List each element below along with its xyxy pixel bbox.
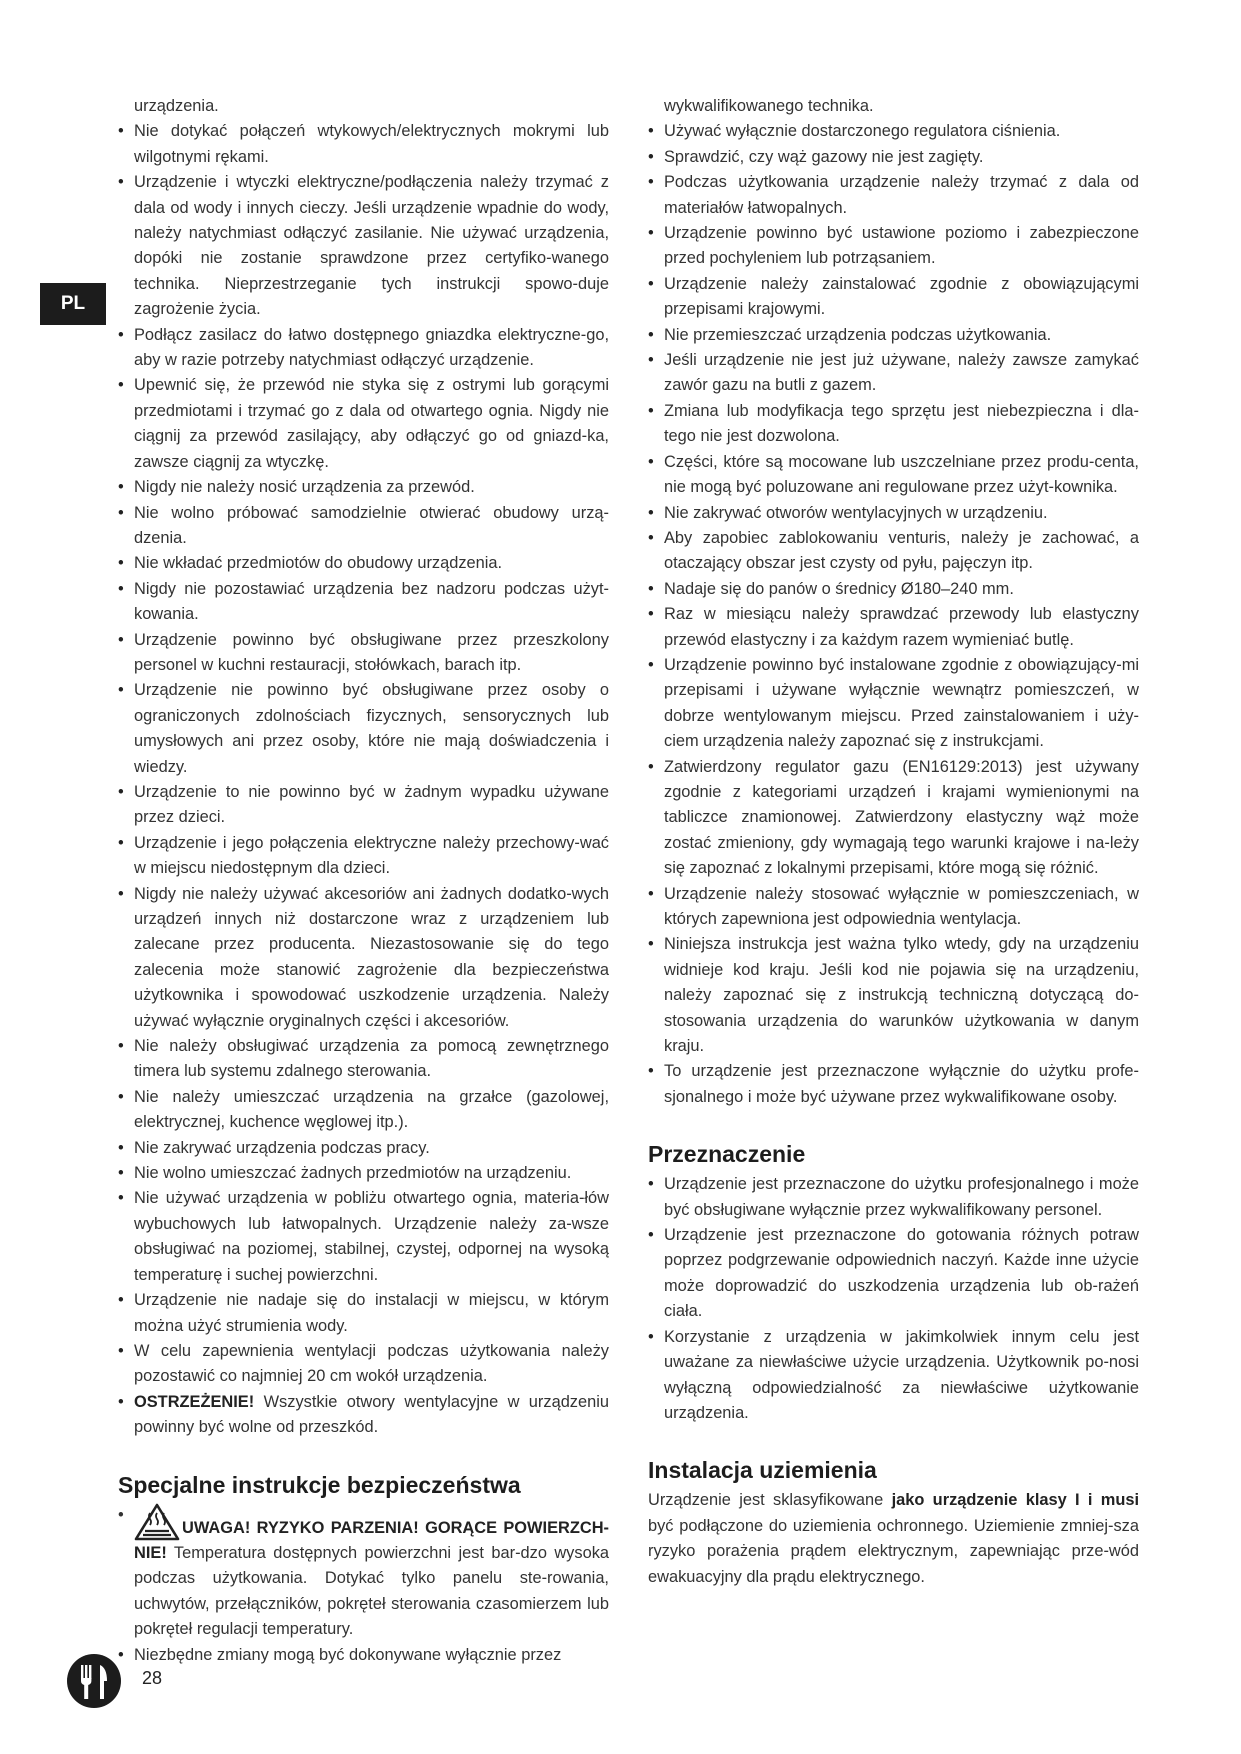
earthing-text-end: być podłączone do uziemienia ochronnego. Uziemienie zmniej-sza ryzyko porażenia prądem elektrycznym, zapewniając prze-wód ewakuacyjny dla prądu elektrycznego.: [648, 1516, 1139, 1586]
list-item: • Urządzenie to nie powinno być w żadnym wypadku używane przez dzieci.: [118, 780, 609, 831]
warning-label: OSTRZEŻENIE!: [134, 1392, 255, 1411]
list-item: • Nadaje się do panów o średnicy Ø180–240 mm.: [648, 577, 1139, 602]
list-item: • W celu zapewnienia wentylacji podczas użytkowania należy pozostawić co najmniej 20 cm wokół urządzenia.: [118, 1339, 609, 1390]
continued-text: wykwalifikowanego technika.: [664, 97, 874, 115]
continued-text: urządzenia.: [134, 97, 219, 115]
warning-item: [118, 1390, 609, 1441]
right-column: [648, 94, 1139, 1590]
list-item: • Urządzenie powinno być instalowane zgodnie z obowiązujący-mi przepisami i używane wyłącznie wewnątrz pomieszczeń, w dobrze wentylowanym miejscu. Przed zainstalowaniem i uży-ciem urządzenia należy zapoznać się z instrukcjami.: [648, 653, 1139, 755]
list-item: • Niezbędne zmiany mogą być dokonywane wyłącznie przez: [118, 1643, 609, 1668]
list-item: • Jeśli urządzenie nie jest już używane, należy zawsze zamykać zawór gazu na butli z gazem.: [648, 348, 1139, 399]
safety-list: [118, 119, 609, 1440]
list-item: • Nie przemieszczać urządzenia podczas użytkowania.: [648, 323, 1139, 348]
list-item: • Nie należy obsługiwać urządzenia za pomocą zewnętrznego timera lub systemu zdalnego sterowania.: [118, 1034, 609, 1085]
special-instructions-heading: Specjalne instrukcje bezpieczeństwa: [118, 1471, 521, 1498]
language-tab: PL: [40, 283, 106, 325]
list-item: • Urządzenie należy stosować wyłącznie w pomieszczeniach, w których zapewniona jest odpowiednia wentylacja.: [648, 882, 1139, 933]
hot-surface-title: UWAGA! RYZYKO PARZENIA! GORĄCE POWIERZCH-NIE!: [134, 1518, 609, 1562]
list-item: • Urządzenie nie powinno być obsługiwane przez osoby o ograniczonych zdolnościach fizycznych, sensorycznych lub umysłowych ani przez osoby, które nie mają doświadczenia i wiedzy.: [118, 678, 609, 780]
list-item: • Podłącz zasilacz do łatwo dostępnego gniazdka elektryczne-go, aby w razie potrzeby natychmiast odłączyć urządzenie.: [118, 323, 609, 374]
list-item: • Urządzenie powinno być obsługiwane przez przeszkolony personel w kuchni restauracji, stołówkach, barach itp.: [118, 628, 609, 679]
list-item: • To urządzenie jest przeznaczone wyłącznie do użytku profe-sjonalnego i może być używane przez wykwalifikowane osoby.: [648, 1059, 1139, 1110]
list-item: • Zmiana lub modyfikacja tego sprzętu jest niebezpieczna i dla-tego nie jest dozwolona.: [648, 399, 1139, 450]
list-item: • Urządzenie należy zainstalować zgodnie z obowiązującymi przepisami krajowymi.: [648, 272, 1139, 323]
hot-surface-warning: [118, 1503, 609, 1643]
list-item: • Raz w miesiącu należy sprawdzać przewody lub elastyczny przewód elastyczny i za każdym razem wymieniać butlę.: [648, 602, 1139, 653]
list-item: • Sprawdzić, czy wąż gazowy nie jest zagięty.: [648, 145, 1139, 170]
earthing-class-emphasis: jako urządzenie klasy I i musi: [891, 1491, 1140, 1510]
list-item: • Nie wolno próbować samodzielnie otwierać obudowy urzą-dzenia.: [118, 501, 609, 552]
left-column: [118, 94, 609, 1668]
safety-list-continued: [118, 1643, 609, 1668]
list-item: • Aby zapobiec zablokowaniu venturis, należy je zachować, a otaczający obszar jest czysty od pyłu, pajęczyn itp.: [648, 526, 1139, 577]
list-item: • Korzystanie z urządzenia w jakimkolwiek innym celu jest uważane za niewłaściwe użycie urządzenia. Użytkownik po-nosi wyłączną odpowiedzialność za niewłaściwe użytkowanie urządzenia.: [648, 1325, 1139, 1427]
list-item: • Nie wolno umieszczać żadnych przedmiotów na urządzeniu.: [118, 1161, 609, 1186]
list-item: • Nie zakrywać otworów wentylacyjnych w urządzeniu.: [648, 501, 1139, 526]
list-item: • Nigdy nie należy nosić urządzenia za przewód.: [118, 475, 609, 500]
purpose-list: [648, 1172, 1139, 1426]
list-item: • Używać wyłącznie dostarczonego regulatora ciśnienia.: [648, 119, 1139, 144]
list-item: • Nie dotykać połączeń wtykowych/elektrycznych mokrymi lub wilgotnymi rękami.: [118, 119, 609, 170]
list-item: • Zatwierdzony regulator gazu (EN16129:2013) jest używany zgodnie z kategoriami urządzeń i krajami wymienionymi na tabliczce znamionowej. Zatwierdzony elastyczny wąż może zostać zmieniony, gdy wymagają tego warunki krajowe i na-leży się zapoznać z lokalnymi przepisami, które mogą się różnić.: [648, 755, 1139, 882]
list-item: • Nie należy umieszczać urządzenia na grzałce (gazolowej, elektrycznej, kuchence węglowej itp.).: [118, 1085, 609, 1136]
list-item: • Urządzenie i wtyczki elektryczne/podłączenia należy trzymać z dala od wody i innych cieczy. Jeśli urządzenie wpadnie do wody, należy natychmiast odłączyć zasilanie. Nie używać urządzenia, dopóki nie zostanie sprawdzone przez certyfiko-wanego technika. Nieprzestrzeganie tych instrukcji spowo-duje zagrożenie życia.: [118, 170, 609, 322]
earthing-text-start: Urządzenie jest sklasyfikowane: [648, 1491, 892, 1510]
earthing-heading: Instalacja uziemienia: [648, 1457, 877, 1484]
list-item: • Nigdy nie należy używać akcesoriów ani żadnych dodatko-wych urządzeń innych niż dostarczone wraz z urządzeniem lub zalecane przez producenta. Niezastosowanie się do tego zalecenia może stanowić zagrożenie dla bezpieczeństwa użytkownika i spowodować uszkodzenie urządzenia. Należy używać wyłącznie oryginalnych części i akcesoriów.: [118, 882, 609, 1034]
list-item: • Urządzenie powinno być ustawione poziomo i zabezpieczone przed pochyleniem lub potrząsaniem.: [648, 221, 1139, 272]
list-item: • Nigdy nie pozostawiać urządzenia bez nadzoru podczas użyt-kowania.: [118, 577, 609, 628]
list-item: • Urządzenie jest przeznaczone do użytku profesjonalnego i może być obsługiwane wyłącznie przez wykwalifikowany personel.: [648, 1172, 1139, 1223]
gas-safety-list: [648, 119, 1139, 1110]
list-item: • Niniejsza instrukcja jest ważna tylko wtedy, gdy na urządzeniu widnieje kod kraju. Jeśli kod nie pojawia się na urządzeniu, należy zapoznać się z instrukcją techniczną dotyczącą do-stosowania urządzenia do warunków użytkowania w danym kraju.: [648, 932, 1139, 1059]
list-item: • Części, które są mocowane lub uszczelniane przez produ-centa, nie mogą być poluzowane ani regulowane przez użyt-kownika.: [648, 450, 1139, 501]
purpose-heading: Przeznaczenie: [648, 1141, 806, 1168]
warning-text: Wszystkie otwory wentylacyjne w urządzeniu powinny być wolne od przeszkód.: [134, 1392, 609, 1437]
list-item: • Upewnić się, że przewód nie styka się z ostrymi lub gorącymi przedmiotami i trzymać go z dala od otwartego ognia. Nigdy nie ciągnij za przewód zasilający, aby odłączyć go od gniazd-ka, zawsze ciągnij za wtyczkę.: [118, 373, 609, 475]
list-item: • Urządzenie jest przeznaczone do gotowania różnych potraw poprzez podgrzewanie odpowiednich naczyń. Każde inne użycie może doprowadzić do uszkodzenia urządzenia lub ob-rażeń ciała.: [648, 1223, 1139, 1325]
list-item: • Nie zakrywać urządzenia podczas pracy.: [118, 1136, 609, 1161]
list-item: • Nie używać urządzenia w pobliżu otwartego ognia, materia-łów wybuchowych lub łatwopalnych. Urządzenie należy za-wsze obsługiwać na poziomej, stabilnej, czystej, odpornej na wysoką temperaturę i suchej powierzchni.: [118, 1186, 609, 1288]
cutlery-logo-icon: [66, 1653, 122, 1709]
list-item: • Urządzenie nie nadaje się do instalacji w miejscu, w którym można użyć strumienia wody.: [118, 1288, 609, 1339]
list-item: • Nie wkładać przedmiotów do obudowy urządzenia.: [118, 551, 609, 576]
page-number: 28: [142, 1668, 163, 1688]
list-item: • Podczas użytkowania urządzenie należy trzymać z dala od materiałów łatwopalnych.: [648, 170, 1139, 221]
hot-surface-warning-icon: [134, 1503, 180, 1541]
hot-surface-text: Temperatura dostępnych powierzchni jest bar-dzo wysoka podczas użytkowania. Dotykać tylko panelu ste-rowania, uchwytów, przełączników, pokręteł sterowania czasomierzem lub pokręteł regulacji temperatury.: [134, 1543, 609, 1639]
earthing-paragraph: [648, 1488, 1139, 1590]
list-item: • Urządzenie i jego połączenia elektryczne należy przechowy-wać w miejscu niedostępnym dla dzieci.: [118, 831, 609, 882]
